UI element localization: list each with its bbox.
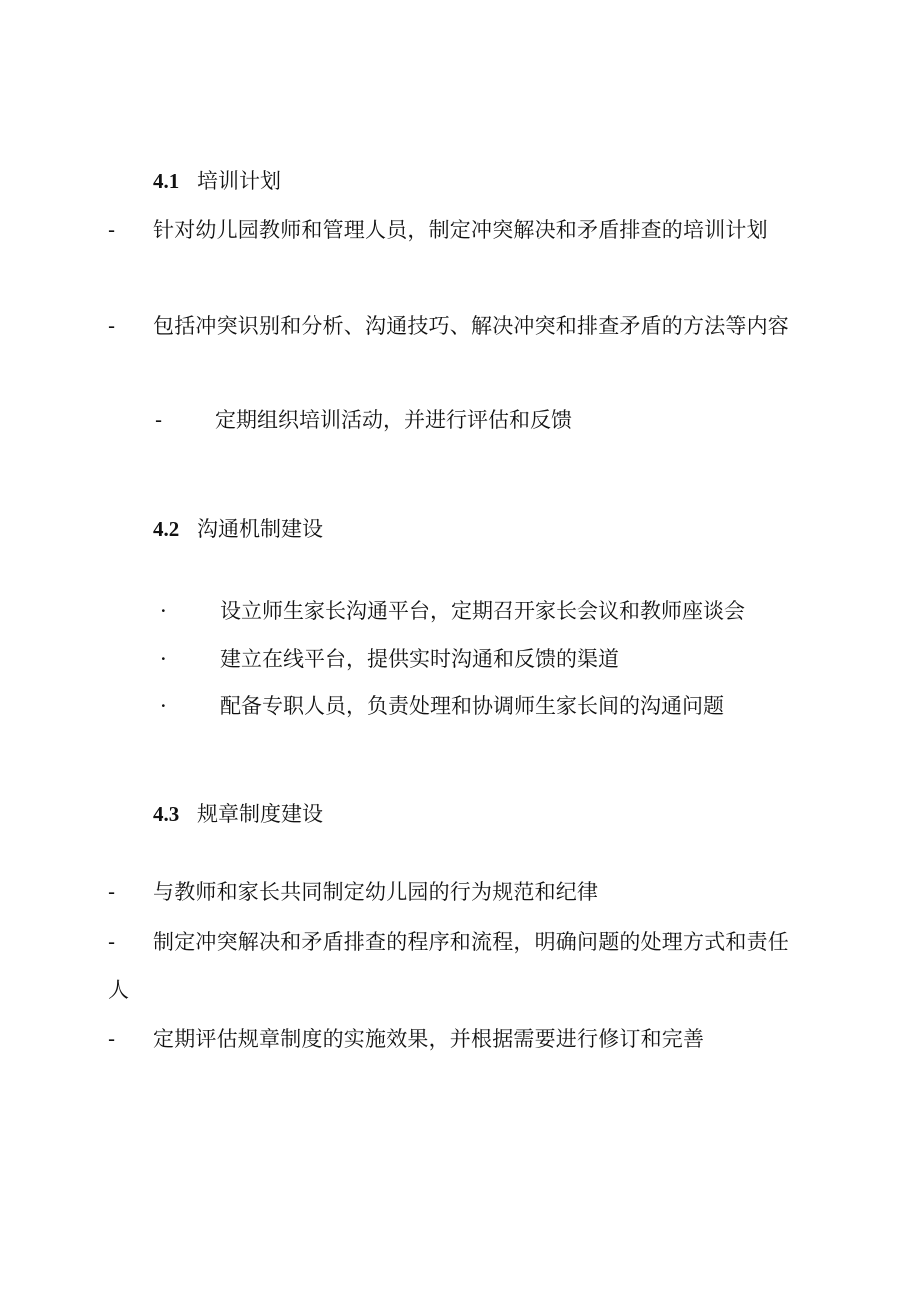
- bullet-icon: ·: [160, 647, 167, 671]
- section-title: 沟通机制建设: [197, 517, 323, 541]
- dash-marker: -: [108, 218, 116, 242]
- bullet-icon: ·: [160, 599, 167, 623]
- section-number: 4.3: [153, 802, 180, 826]
- section-heading-4-1: [153, 166, 281, 196]
- dash-marker: -: [108, 930, 116, 954]
- paragraph-item: [108, 918, 808, 1014]
- bullet-text: 建立在线平台，提供实时沟通和反馈的渠道: [220, 647, 619, 671]
- section-title: 规章制度建设: [197, 802, 323, 826]
- section-number: 4.1: [153, 169, 180, 193]
- paragraph-text: 制定冲突解决和矛盾排查的程序和流程，明确问题的处理方式和责任人: [108, 930, 789, 1002]
- paragraph-text: 定期评估规章制度的实施效果，并根据需要进行修订和完善: [153, 1027, 705, 1051]
- bullet-text: 配备专职人员，负责处理和协调师生家长间的沟通问题: [220, 694, 724, 718]
- section-heading-4-3: [153, 799, 323, 829]
- dash-marker: -: [108, 880, 116, 904]
- bullet-text: 设立师生家长沟通平台，定期召开家长会议和教师座谈会: [220, 599, 745, 623]
- paragraph-text: 定期组织培训活动，并进行评估和反馈: [215, 408, 572, 432]
- dash-marker: -: [108, 314, 116, 338]
- section-title: 培训计划: [197, 169, 281, 193]
- paragraph-text: 针对幼儿园教师和管理人员，制定冲突解决和矛盾排查的培训计划: [153, 218, 768, 242]
- bullet-icon: ·: [160, 694, 167, 718]
- dash-marker: -: [155, 408, 163, 432]
- section-heading-4-2: [153, 514, 323, 544]
- paragraph-item: [108, 206, 808, 254]
- dash-marker: -: [108, 1027, 116, 1051]
- paragraph-item: [108, 302, 808, 350]
- paragraph-text: 包括冲突识别和分析、沟通技巧、解决冲突和排查矛盾的方法等内容: [153, 314, 789, 338]
- section-number: 4.2: [153, 517, 180, 541]
- paragraph-text: 与教师和家长共同制定幼儿园的行为规范和纪律: [153, 880, 599, 904]
- paragraph-item: [108, 1015, 808, 1063]
- paragraph-item: [108, 868, 808, 916]
